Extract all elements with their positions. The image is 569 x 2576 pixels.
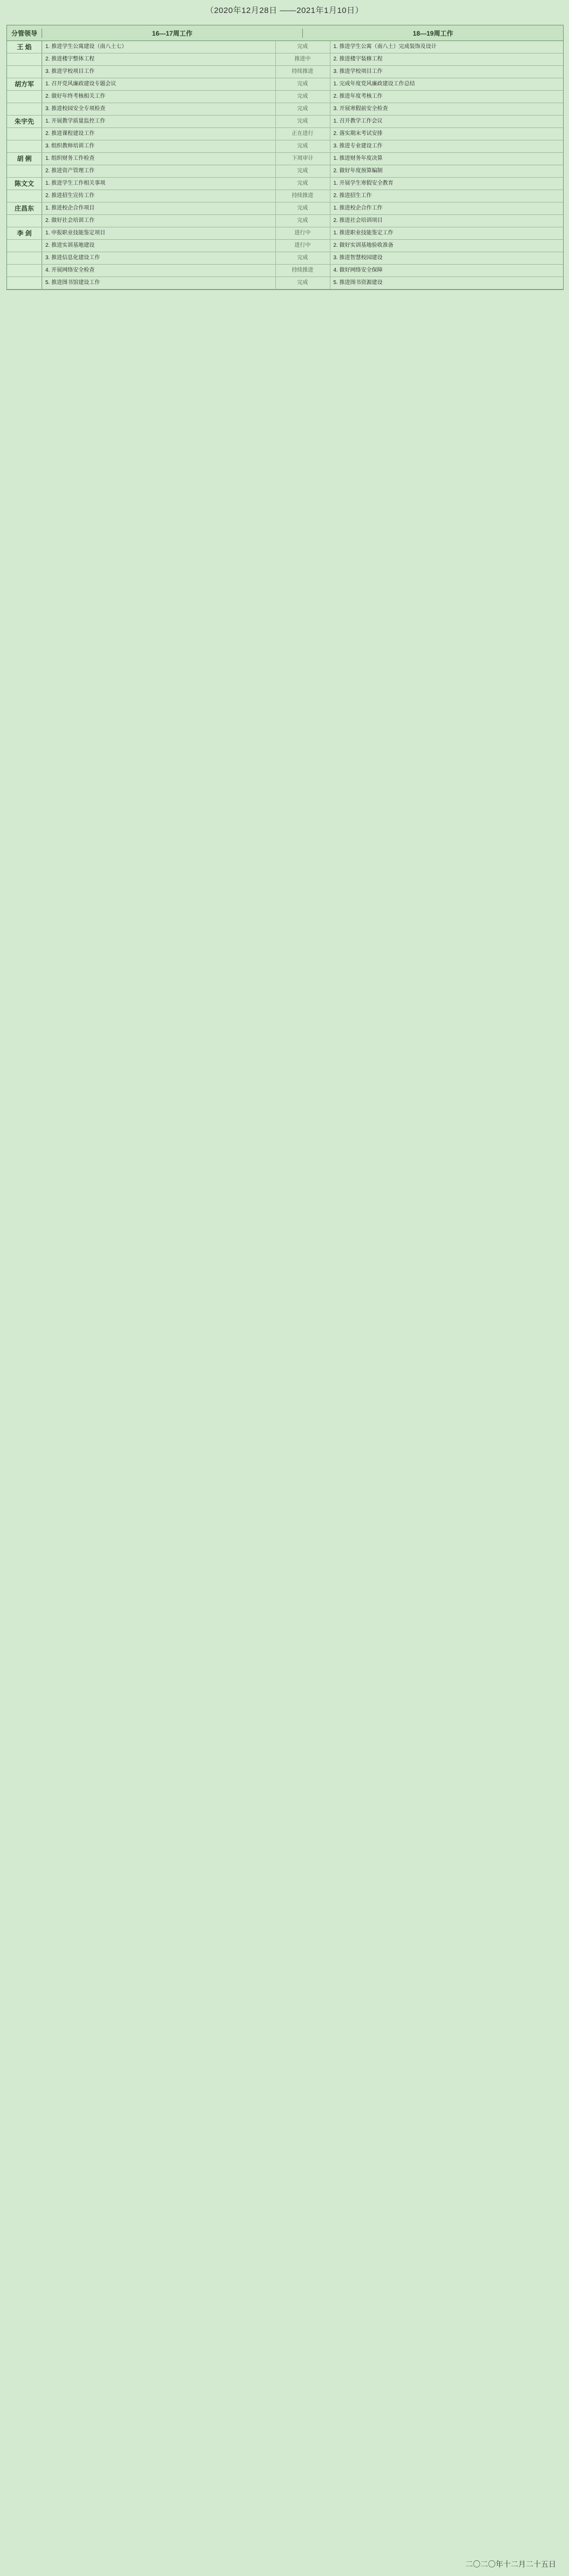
leader-name — [7, 190, 42, 202]
week-b-task: 4. 做好网络安全保障 — [333, 267, 383, 273]
week-b-task: 1. 推进职业技能鉴定工作 — [333, 230, 394, 236]
task-status: 完成 — [276, 103, 330, 115]
week-a-task: 1. 组织财务工作检查 — [42, 153, 276, 165]
week-a-task: 2. 推进楼宇整体工程 — [42, 53, 276, 65]
leader-name: 朱宇先 — [7, 116, 42, 127]
leader-name: 胡方军 — [7, 78, 42, 90]
leader-name — [7, 165, 42, 177]
week-a-task: 3. 推进信息化建设工作 — [42, 252, 276, 264]
table-row — [7, 265, 563, 277]
week-b-task: 3. 推进专业建设工作 — [333, 143, 383, 149]
leader-name — [7, 91, 42, 103]
leader-section — [7, 78, 563, 116]
leader-section — [7, 41, 563, 78]
leader-name — [7, 265, 42, 277]
table-row — [7, 153, 563, 165]
week-b-task: 1. 召开教学工作会议 — [333, 118, 383, 124]
leader-section — [7, 203, 563, 227]
leader-section — [7, 178, 563, 203]
week-a-task: 3. 推进学校项目工作 — [42, 66, 276, 78]
table-row — [7, 190, 563, 203]
leader-name: 王 焰 — [7, 41, 42, 53]
task-status: 完成 — [276, 91, 330, 103]
table-row — [7, 215, 563, 227]
leader-name — [7, 140, 42, 152]
table-row — [7, 203, 563, 215]
week-a-task: 1. 推进校企合作项目 — [42, 203, 276, 214]
task-status: 持续推进 — [276, 66, 330, 78]
week-a-task: 2. 推进实训基地建设 — [42, 240, 276, 252]
leader-name — [7, 252, 42, 264]
table-row — [7, 116, 563, 128]
week-a-task: 2. 推进课程建设工作 — [42, 128, 276, 140]
week-b-task: 2. 做好实训基地验收准备 — [333, 242, 394, 248]
leader-name: 李 剑 — [7, 227, 42, 239]
week-b-task: 2. 落实期末考试安排 — [333, 131, 383, 137]
week-b-task: 2. 推进招生工作 — [333, 193, 372, 199]
table-row — [7, 78, 563, 91]
task-status: 正在进行 — [276, 128, 330, 140]
task-status: 持续推进 — [276, 265, 330, 277]
task-status: 完成 — [276, 140, 330, 152]
week-a-task: 2. 推进资产管理工作 — [42, 165, 276, 177]
table-row — [7, 165, 563, 178]
week-a-task: 1. 召开党风廉政建设专题会议 — [42, 78, 276, 90]
task-status: 进行中 — [276, 227, 330, 239]
week-b-task: 3. 推进智慧校园建设 — [333, 255, 383, 261]
table-row — [7, 227, 563, 240]
table-row — [7, 128, 563, 140]
table-row — [7, 103, 563, 116]
week-b-task: 3. 开展寒假前安全检查 — [333, 106, 388, 112]
week-b-task: 1. 完成年度党风廉政建设工作总结 — [333, 81, 415, 87]
week-b-task: 1. 推进学生公寓（南八土）完成装饰及设计 — [333, 44, 437, 50]
week-b-task: 2. 做好年度预算编制 — [333, 168, 383, 174]
leader-name — [7, 128, 42, 140]
task-status: 下周审计 — [276, 153, 330, 165]
week-a-header: 16—17周工作 — [42, 29, 303, 38]
task-status: 完成 — [276, 252, 330, 264]
leader-name — [7, 215, 42, 227]
work-plan-table — [6, 25, 564, 290]
leader-name — [7, 53, 42, 65]
leader-name: 陈文文 — [7, 178, 42, 190]
week-a-task: 4. 开展网络安全检查 — [42, 265, 276, 277]
week-a-task: 1. 推进学生工作相关事项 — [42, 178, 276, 190]
task-status: 完成 — [276, 165, 330, 177]
week-a-task: 2. 做好年终考核相关工作 — [42, 91, 276, 103]
table-header — [7, 25, 563, 41]
leader-name: 胡 俐 — [7, 153, 42, 165]
leader-name: 庄昌东 — [7, 203, 42, 214]
week-a-task: 3. 组织教师培训工作 — [42, 140, 276, 152]
task-status: 完成 — [276, 215, 330, 227]
table-row — [7, 178, 563, 190]
leader-name — [7, 66, 42, 78]
task-status: 完成 — [276, 78, 330, 90]
leader-section — [7, 227, 563, 289]
task-status: 完成 — [276, 41, 330, 53]
task-status: 持续推进 — [276, 190, 330, 202]
leader-name — [7, 103, 42, 115]
week-a-task: 2. 推进招生宣传工作 — [42, 190, 276, 202]
table-row — [7, 252, 563, 265]
week-a-task: 1. 申报职业技能鉴定项目 — [42, 227, 276, 239]
week-a-task: 2. 做好社会培训工作 — [42, 215, 276, 227]
task-status: 完成 — [276, 277, 330, 289]
task-status: 完成 — [276, 178, 330, 190]
week-b-task: 3. 推进学校项目工作 — [333, 69, 383, 75]
task-status: 推进中 — [276, 53, 330, 65]
table-row — [7, 240, 563, 252]
week-b-task: 5. 推进图书资源建设 — [333, 280, 383, 286]
date-range: （2020年12月28日 ——2021年1月10日） — [205, 6, 364, 15]
task-status: 完成 — [276, 116, 330, 127]
task-status: 完成 — [276, 203, 330, 214]
table-row — [7, 53, 563, 66]
leader-section — [7, 116, 563, 153]
table-row — [7, 277, 563, 289]
leader-section — [7, 153, 563, 178]
week-a-task: 1. 推进学生公寓建设（南八土七） — [42, 41, 276, 53]
week-b-header: 18—19周工作 — [412, 29, 453, 37]
week-b-task: 1. 开展学生寒假安全教育 — [333, 180, 394, 186]
table-row — [7, 91, 563, 103]
table-row — [7, 140, 563, 153]
table-row — [7, 41, 563, 53]
leader-header: 分管领导 — [7, 29, 42, 38]
week-b-task: 1. 推进财务年度决算 — [333, 156, 383, 161]
week-a-task: 5. 推进图书馆建设工作 — [42, 277, 276, 289]
week-a-task: 3. 推进校园安全专项检查 — [42, 103, 276, 115]
footer-date: 二〇二〇年十二月二十五日 — [465, 2560, 556, 2568]
leader-name — [7, 240, 42, 252]
task-status: 进行中 — [276, 240, 330, 252]
table-row — [7, 66, 563, 78]
week-b-task: 2. 推进年度考核工作 — [333, 93, 383, 99]
leader-name — [7, 277, 42, 289]
week-b-task: 2. 推进楼宇装修工程 — [333, 56, 383, 62]
week-b-task: 1. 推进校企合作工作 — [333, 205, 383, 211]
week-b-task: 2. 推进社会培训项目 — [333, 218, 383, 224]
week-a-task: 1. 开展教学质量监控工作 — [42, 116, 276, 127]
